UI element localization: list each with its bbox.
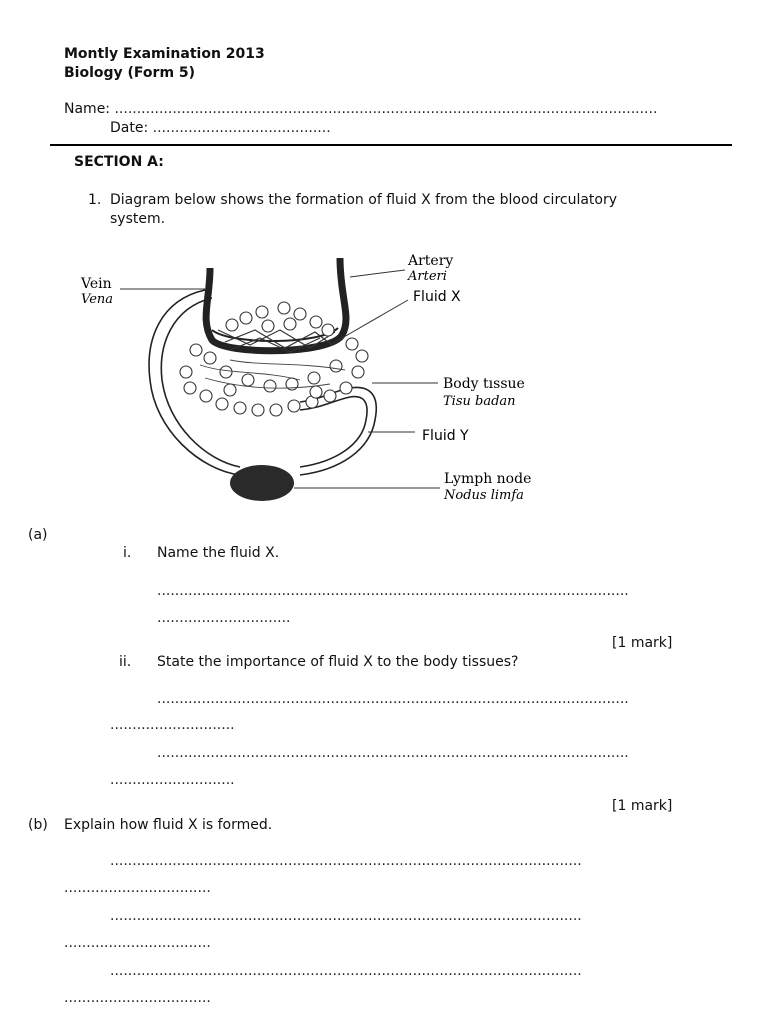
answer-line-b-3[interactable]: .......................................................................................................... [110, 908, 582, 924]
question-i-text: Name the fluid X. [157, 545, 280, 561]
label-arteri: Arteri [408, 269, 447, 284]
part-a-label: (a) [28, 527, 48, 543]
label-nodus-limfa: Nodus limfa [444, 488, 524, 503]
part-b-label: (b) [28, 817, 48, 833]
label-fluid-y: Fluid Y [422, 428, 469, 444]
date-field[interactable] [110, 119, 331, 137]
label-body-tissue: Body tıssue [443, 376, 525, 392]
answer-line-b-4[interactable]: ................................. [64, 935, 211, 951]
blood-vessel [206, 258, 346, 351]
label-lymph-node: Lymph node [444, 471, 532, 487]
label-artery: Artery [408, 253, 454, 269]
answer-line-b-2[interactable]: ................................. [64, 880, 211, 896]
question-ii-number: ii. [119, 654, 132, 670]
answer-line-ii-2[interactable]: ............................ [110, 717, 235, 733]
label-tisu-badan: Tisu badan [443, 394, 516, 409]
label-fluid-x: Fluid X [413, 289, 461, 305]
lymph-node [230, 465, 294, 501]
question-text-line1: Diagram below shows the formation of fluid X from the blood circulatory [110, 192, 618, 208]
mark-i: [1 mark] [612, 635, 673, 651]
name-label: Name: [64, 101, 115, 117]
label-vein: Vein [81, 276, 112, 292]
name-field[interactable] [64, 100, 657, 118]
date-dots: ........................................ [152, 120, 331, 136]
header-divider [50, 144, 732, 146]
answer-line-b-5[interactable]: .......................................................................................................... [110, 963, 582, 979]
question-text-line2: system. [110, 211, 166, 227]
answer-line-i-1[interactable]: .......................................................................................................... [157, 583, 629, 599]
section-heading: SECTION A: [74, 154, 164, 170]
answer-line-b-1[interactable]: .......................................................................................................... [110, 853, 582, 869]
question-i-number: i. [123, 545, 132, 561]
exam-title: Montly Examination 2013 [64, 46, 265, 62]
exam-subtitle: Biology (Form 5) [64, 65, 196, 81]
lymph-diagram [60, 245, 560, 515]
mark-ii: [1 mark] [612, 798, 673, 814]
answer-line-i-2[interactable]: .............................. [157, 610, 291, 626]
answer-line-ii-3[interactable]: .......................................................................................................... [157, 745, 629, 761]
part-b-text: Explain how fluid X is formed. [64, 817, 273, 833]
date-label: Date: [110, 120, 153, 136]
answer-line-b-6[interactable]: ................................. [64, 990, 211, 1006]
leader-lines [120, 270, 440, 488]
name-dots: .......................................................................................................................... [114, 101, 658, 117]
question-number: 1. [88, 192, 102, 208]
answer-line-ii-4[interactable]: ............................ [110, 772, 235, 788]
label-vena: Vena [81, 292, 114, 307]
answer-line-ii-1[interactable]: .......................................................................................................... [157, 691, 629, 707]
question-ii-text: State the importance of fluid X to the body tissues? [157, 654, 519, 670]
